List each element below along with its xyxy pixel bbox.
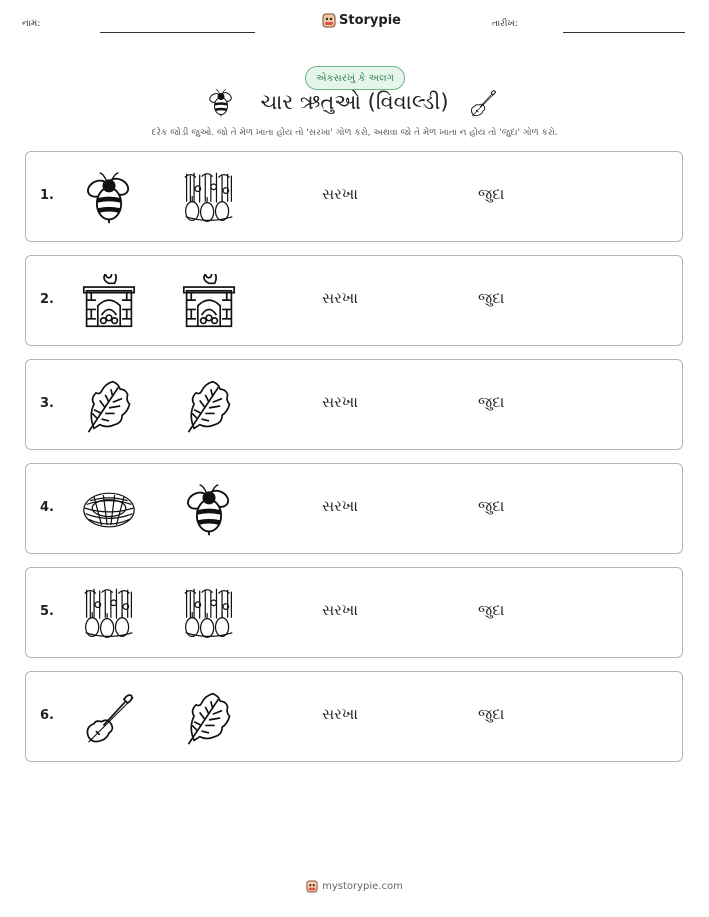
nest-icon	[81, 482, 137, 538]
bee-icon	[181, 482, 237, 538]
date-line[interactable]	[563, 32, 685, 33]
different-option[interactable]: જુદા	[478, 393, 505, 411]
question-number: 1.	[40, 188, 54, 203]
storypie-mascot-icon	[322, 13, 336, 28]
name-label: નામ:	[22, 19, 41, 29]
instructions: દરેક જોડી જુઓ. જો તે મેળ ખાતા હોય તો 'સરખા' ગોળ કરો, અથવા જો તે મેળ ખાતા ન હોય તો 'જુદા' ગોળ કરો.	[151, 128, 558, 138]
same-option[interactable]: સરખા	[322, 289, 358, 307]
same-option[interactable]: સરખા	[322, 601, 358, 619]
orchestra-icon	[181, 586, 237, 642]
same-option[interactable]: સરખા	[322, 497, 358, 515]
violin-icon	[81, 690, 137, 746]
bee-icon	[81, 170, 137, 226]
violin-icon	[468, 88, 498, 118]
question-row	[25, 463, 683, 554]
fireplace-icon	[181, 274, 237, 330]
question-row	[25, 567, 683, 658]
orchestra-icon	[181, 170, 237, 226]
different-option[interactable]: જુદા	[478, 705, 505, 723]
page-title: ચાર ઋતુઓ (વિવાલ્ડી)	[260, 90, 449, 114]
different-option[interactable]: જુદા	[478, 497, 505, 515]
question-number: 3.	[40, 396, 54, 411]
leaf-icon	[181, 690, 237, 746]
question-number: 4.	[40, 500, 54, 515]
brand-name: Storypie	[339, 13, 401, 28]
name-line[interactable]	[100, 32, 255, 33]
question-row	[25, 255, 683, 346]
storypie-mascot-icon	[306, 880, 318, 893]
fireplace-icon	[81, 274, 137, 330]
leaf-icon	[181, 378, 237, 434]
different-option[interactable]: જુદા	[478, 289, 505, 307]
date-label: તારીખ:	[492, 19, 518, 29]
question-row	[25, 151, 683, 242]
orchestra-icon	[81, 586, 137, 642]
worksheet-type-badge: એકસરખું કે અલગ	[305, 66, 405, 90]
question-number: 6.	[40, 708, 54, 723]
question-row	[25, 671, 683, 762]
brand-logo	[322, 13, 401, 28]
question-row	[25, 359, 683, 450]
question-number: 5.	[40, 604, 54, 619]
leaf-icon	[81, 378, 137, 434]
question-number: 2.	[40, 292, 54, 307]
footer-url: mystorypie.com	[322, 881, 403, 892]
different-option[interactable]: જુદા	[478, 185, 505, 203]
footer	[0, 880, 709, 893]
different-option[interactable]: જુદા	[478, 601, 505, 619]
same-option[interactable]: સરખા	[322, 393, 358, 411]
same-option[interactable]: સરખા	[322, 185, 358, 203]
same-option[interactable]: સરખા	[322, 705, 358, 723]
